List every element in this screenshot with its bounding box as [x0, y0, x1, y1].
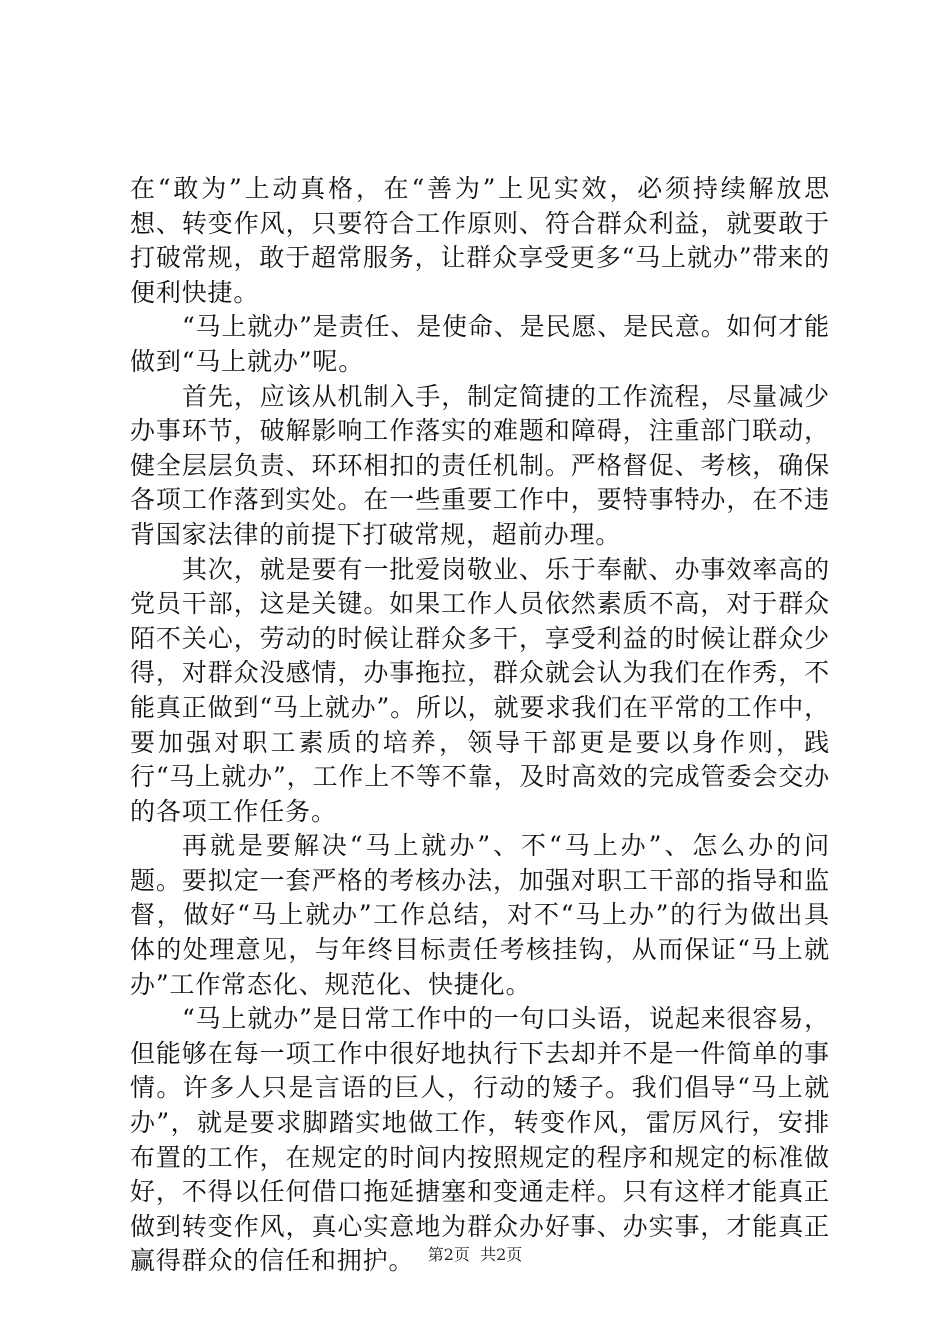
paragraph: 再就是要解决“马上就办”、不“马上办”、怎么办的问题。要拟定一套严格的考核办法，加强对职工干部的指导和监督，做好“马上就办”工作总结，对不“马上办”的行为做出具体的处理意见，与年终目标责任考核挂钩，从而保证“马上就办”工作常态化、规范化、快捷化。	[130, 831, 830, 999]
paragraph: 其次，就是要有一批爱岗敬业、乐于奉献、办事效率高的党员干部，这是关键。如果工作人员依然素质不高，对于群众陌不关心，劳动的时候让群众多干，享受利益的时候让群众少得，对群众没感情，办事拖拉，群众就会认为我们在作秀，不能真正做到“马上就办”。所以，就要求我们在平常的工作中，要加强对职工素质的培养，领导干部更是要以身作则，践行“马上就办”，工作上不等不靠，及时高效的完成管委会交办的各项工作任务。	[130, 554, 830, 826]
page-total: 共2页	[480, 1245, 523, 1264]
paragraph: “马上就办”是责任、是使命、是民愿、是民意。如何才能做到“马上就办”呢。	[130, 312, 830, 376]
paragraph-continuation: 在“敢为”上动真格，在“善为”上见实效，必须持续解放思想、转变作风，只要符合工作原则、符合群众利益，就要敢于打破常规，敢于超常服务，让群众享受更多“马上就办”带来的便利快捷。	[130, 174, 830, 307]
page-footer	[0, 1244, 950, 1266]
page-number: 第2页	[427, 1245, 470, 1264]
paragraph: “马上就办”是日常工作中的一句口头语，说起来很容易，但能够在每一项工作中很好地执行下去却并不是一件简单的事情。许多人只是言语的巨人，行动的矮子。我们倡导“马上就办”，就是要求脚踏实地做工作，转变作风，雷厉风行，安排布置的工作，在规定的时间内按照规定的程序和规定的标准做好，不得以任何借口拖延搪塞和变通走样。只有这样才能真正做到转变作风，真心实意地为群众办好事、办实事，才能真正赢得群众的信任和拥护。	[130, 1004, 830, 1276]
paragraph: 首先，应该从机制入手，制定简捷的工作流程，尽量减少办事环节，破解影响工作落实的难题和障碍，注重部门联动，健全层层负责、环环相扣的责任机制。严格督促、考核，确保各项工作落到实处。在一些重要工作中，要特事特办，在不违背国家法律的前提下打破常规，超前办理。	[130, 381, 830, 549]
footer-gap	[470, 1245, 480, 1264]
document-body	[130, 172, 830, 1279]
